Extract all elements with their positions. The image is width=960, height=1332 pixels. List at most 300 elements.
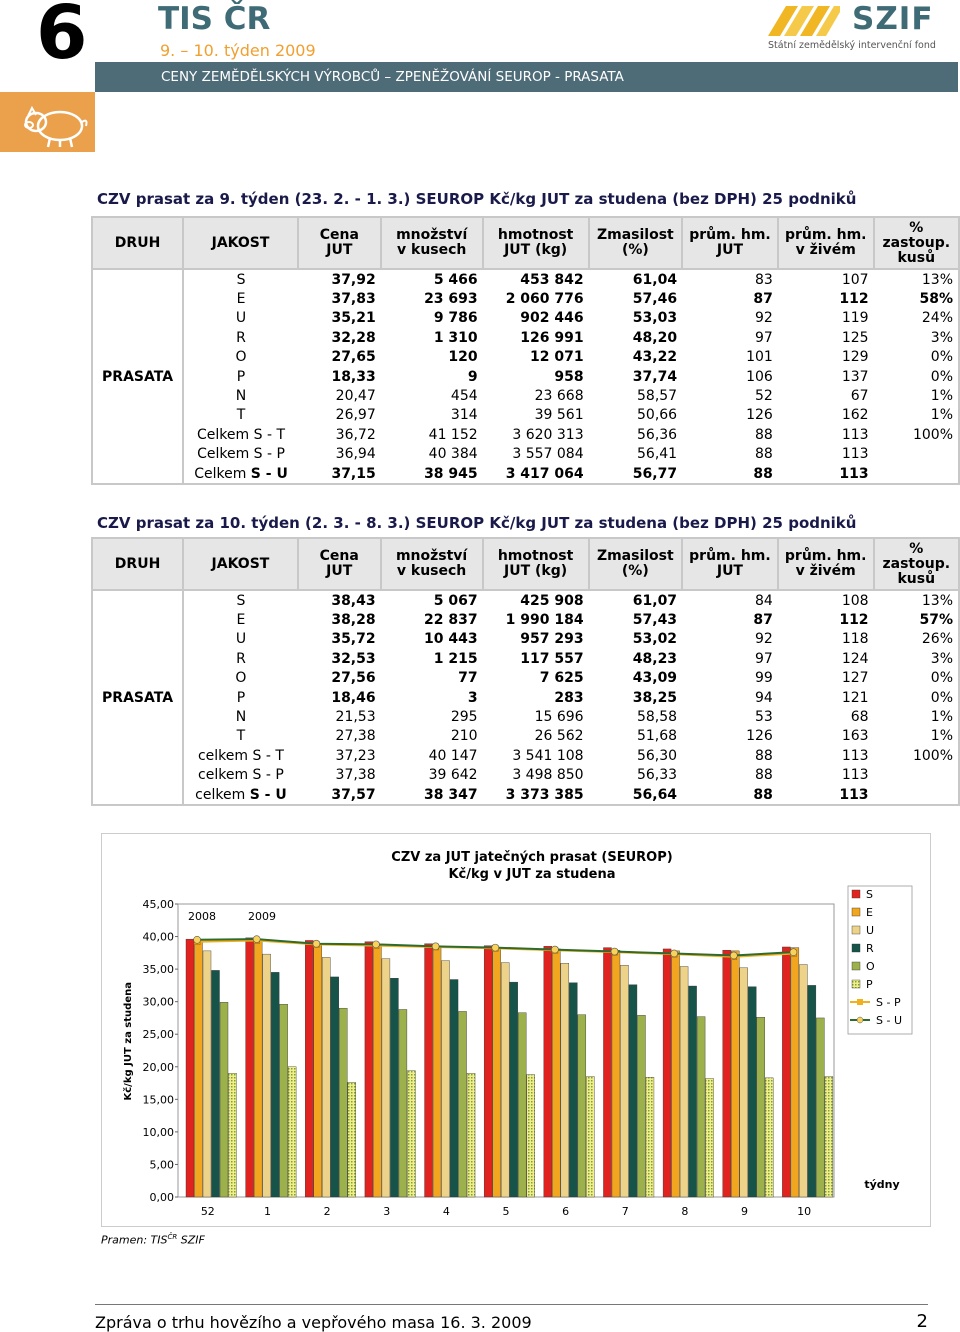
cell-zmasilost: 51,68 xyxy=(636,728,678,745)
cell-prum-jut: 92 xyxy=(755,310,773,327)
cell-hmotnost: 453 842 xyxy=(520,271,584,288)
bar-e-3 xyxy=(373,945,381,1197)
cell-hmotnost: 283 xyxy=(554,689,584,706)
cell-zmasilost: 53,03 xyxy=(632,310,678,327)
legend-label: R xyxy=(866,942,874,955)
table2-header xyxy=(92,538,959,590)
cell-zmasilost: 53,02 xyxy=(632,631,678,648)
y-tick-label: 10,00 xyxy=(142,1125,174,1139)
szif-subtitle: Státní zemědělský intervenční fond xyxy=(768,40,936,51)
cell-kusy: 1 215 xyxy=(433,650,478,667)
cell-cena: 18,46 xyxy=(331,689,376,706)
cell-cena: 37,57 xyxy=(298,785,381,805)
table-row xyxy=(92,766,959,785)
y-axis-label: Kč/kg JUT za studena xyxy=(123,982,134,1101)
cell-prum-jut: 92 xyxy=(754,631,773,648)
marker-s-u-6 xyxy=(551,946,558,953)
x-tick-label: 52 xyxy=(200,1205,215,1218)
cell-prum-ziv: 113 xyxy=(841,767,869,784)
szif-logo xyxy=(768,1,938,54)
bar-p-3 xyxy=(407,1071,415,1197)
cell-hmotnost: 425 908 xyxy=(520,592,584,609)
bar-s-7 xyxy=(603,948,611,1197)
jakost-cell: T xyxy=(236,407,246,424)
cell-cena: 26,97 xyxy=(335,407,376,424)
bar-p-7 xyxy=(646,1077,654,1197)
cell-zmasilost: 50,66 xyxy=(637,407,678,424)
jakost-class: S - P xyxy=(253,446,285,463)
marker-s-u-7 xyxy=(611,948,618,955)
bar-e-2 xyxy=(314,944,322,1197)
marker-s-u-10 xyxy=(790,949,797,956)
cell-cena: 36,94 xyxy=(335,446,376,463)
marker-s-u-2 xyxy=(313,940,320,947)
col-mnozstvi: množství v kusech xyxy=(381,217,483,269)
bar-r-4 xyxy=(450,980,458,1197)
cell-cena: 37,23 xyxy=(335,747,376,764)
cell-cena: 21,53 xyxy=(335,709,376,726)
jakost-cell xyxy=(183,425,298,444)
cell-prum-ziv: 113 xyxy=(841,426,869,443)
bar-u-4 xyxy=(442,961,450,1197)
bar-r-52 xyxy=(212,970,220,1197)
cell-prum-ziv: 68 xyxy=(850,709,869,726)
cell-kusy: 1 310 xyxy=(433,329,478,346)
cell-zastoup: 58% xyxy=(874,289,959,308)
cell-cena: 37,15 xyxy=(298,464,381,484)
chart-subtitle: Kč/kg v JUT za studena xyxy=(448,867,616,882)
table-row xyxy=(92,746,959,765)
legend-label: S - U xyxy=(876,1014,902,1027)
cell-zastoup: 0% xyxy=(874,669,959,688)
table-row xyxy=(92,386,959,405)
cell-prum-jut: 83 xyxy=(755,271,773,288)
col-hmotnost: hmotnost JUT (kg) xyxy=(483,217,589,269)
x-tick-label: 1 xyxy=(263,1205,271,1218)
cell-prum-ziv: 127 xyxy=(841,670,869,687)
cell-hmotnost: 3 541 108 xyxy=(512,747,584,764)
jakost-class: S - P xyxy=(252,767,284,784)
table-row xyxy=(92,328,959,347)
bar-s-5 xyxy=(484,946,492,1197)
bar-o-5 xyxy=(518,1013,526,1197)
cell-prum-ziv: 113 xyxy=(778,464,874,484)
bar-o-7 xyxy=(637,1015,645,1197)
cell-hmotnost: 957 293 xyxy=(520,631,584,648)
cell-hmotnost: 3 417 064 xyxy=(483,464,589,484)
bar-r-9 xyxy=(748,987,756,1197)
cell-zastoup: 3% xyxy=(874,649,959,668)
bar-s-9 xyxy=(723,950,731,1197)
table-row xyxy=(92,309,959,328)
pig-icon xyxy=(0,92,95,152)
cell-kusy: 9 786 xyxy=(433,310,478,327)
legend-swatch-p xyxy=(852,980,860,988)
cell-hmotnost: 3 557 084 xyxy=(512,446,584,463)
cell-cena: 32,53 xyxy=(331,650,376,667)
bar-u-52 xyxy=(203,951,211,1197)
cell-zastoup xyxy=(874,464,959,484)
cell-kusy: 40 147 xyxy=(428,747,478,764)
cell-zmasilost: 58,58 xyxy=(636,709,678,726)
jakost-prefix: celkem xyxy=(198,767,253,784)
cell-cena: 27,65 xyxy=(331,349,376,366)
cell-prum-jut: 126 xyxy=(746,728,773,745)
field-stripes-icon xyxy=(768,6,840,36)
cell-zmasilost: 58,57 xyxy=(637,388,678,405)
cell-hmotnost: 126 991 xyxy=(520,329,584,346)
bar-o-1 xyxy=(280,1004,288,1197)
cell-zmasilost: 57,43 xyxy=(632,612,678,629)
bar-r-10 xyxy=(808,985,816,1197)
bar-o-8 xyxy=(697,1017,705,1197)
col-prum-ziv: prům. hm. v živém xyxy=(778,538,874,590)
bar-p-1 xyxy=(288,1067,296,1197)
cell-zastoup: 1% xyxy=(874,707,959,726)
cell-hmotnost: 1 990 184 xyxy=(505,612,584,629)
cell-prum-jut: 88 xyxy=(755,446,773,463)
druh-cell: PRASATA xyxy=(92,590,183,805)
col-zastoup: % zastoup. kusů xyxy=(874,217,959,269)
jakost-cell: N xyxy=(235,388,247,405)
table2 xyxy=(91,537,960,806)
legend-swatch-r xyxy=(852,944,860,952)
legend-label: U xyxy=(866,924,875,937)
cell-prum-jut: 52 xyxy=(755,388,773,405)
cell-prum-ziv: 129 xyxy=(841,349,869,366)
cell-zastoup: 1% xyxy=(874,406,959,425)
cell-hmotnost: 3 373 385 xyxy=(483,785,589,805)
col-prum-jut: prům. hm. JUT xyxy=(682,538,778,590)
jakost-class: S - U xyxy=(250,465,288,482)
bar-u-3 xyxy=(382,959,390,1197)
cell-kusy: 9 xyxy=(467,368,478,385)
table-row xyxy=(92,425,959,444)
table1-body xyxy=(92,269,959,484)
bar-e-8 xyxy=(672,951,680,1197)
legend-label: E xyxy=(866,906,873,919)
bar-p-9 xyxy=(765,1078,773,1197)
year-label-2008: 2008 xyxy=(188,910,216,923)
cell-zmasilost: 38,25 xyxy=(632,689,678,706)
cell-prum-ziv: 67 xyxy=(850,388,869,405)
jakost-cell: O xyxy=(235,670,247,687)
cell-cena: 35,72 xyxy=(331,631,376,648)
x-tick-label: 8 xyxy=(681,1205,689,1218)
bar-s-4 xyxy=(425,944,433,1197)
cell-kusy: 38 945 xyxy=(381,464,483,484)
cell-prum-jut: 126 xyxy=(746,407,773,424)
jakost-prefix: Celkem xyxy=(194,465,251,482)
x-tick-label: 10 xyxy=(797,1205,812,1218)
cell-kusy: 10 443 xyxy=(423,631,478,648)
cell-cena: 37,92 xyxy=(331,271,376,288)
cell-zastoup: 1% xyxy=(874,386,959,405)
jakost-cell xyxy=(183,746,298,765)
marker-s-u-1 xyxy=(253,936,260,943)
year-label-2009: 2009 xyxy=(248,910,276,923)
cell-kusy: 39 642 xyxy=(428,767,478,784)
table-row xyxy=(92,649,959,668)
cell-hmotnost: 2 060 776 xyxy=(505,291,584,308)
bar-s-3 xyxy=(365,942,373,1197)
bar-o-3 xyxy=(399,1009,407,1197)
table-row xyxy=(92,707,959,726)
bar-u-8 xyxy=(680,967,688,1197)
x-tick-label: 7 xyxy=(621,1205,629,1218)
cell-hmotnost: 39 561 xyxy=(534,407,584,424)
legend-marker-s-p xyxy=(857,999,863,1005)
y-tick-label: 20,00 xyxy=(142,1060,174,1074)
bar-e-1 xyxy=(254,940,262,1197)
cell-zmasilost: 56,30 xyxy=(636,747,678,764)
cell-prum-jut: 101 xyxy=(746,349,773,366)
bar-e-52 xyxy=(195,941,203,1197)
table-row xyxy=(92,785,959,805)
cell-kusy: 5 067 xyxy=(433,592,478,609)
section-band: CENY ZEMĚDĚLSKÝCH VÝROBCŮ – ZPENĚŽOVÁNÍ SEUROP - PRASATA xyxy=(95,62,958,92)
jakost-cell: T xyxy=(236,728,246,745)
bar-p-10 xyxy=(825,1077,833,1197)
cell-cena: 36,72 xyxy=(335,426,376,443)
cell-zastoup: 100% xyxy=(874,746,959,765)
bar-s-8 xyxy=(663,949,671,1197)
table-row xyxy=(92,406,959,425)
x-axis-label: týdny xyxy=(864,1178,900,1191)
jakost-cell: N xyxy=(235,709,247,726)
col-jakost: JAKOST xyxy=(183,217,298,269)
bar-s-10 xyxy=(782,947,790,1197)
cell-hmotnost: 902 446 xyxy=(520,310,584,327)
col-hmotnost: hmotnost JUT (kg) xyxy=(483,538,589,590)
table-row xyxy=(92,367,959,386)
table1-caption: CZV prasat za 9. týden (23. 2. - 1. 3.) SEUROP Kč/kg JUT za studena (bez DPH) 25 podniků xyxy=(97,190,857,208)
jakost-cell xyxy=(183,785,298,805)
y-tick-label: 35,00 xyxy=(142,963,174,977)
bar-s-6 xyxy=(544,946,552,1197)
table-row xyxy=(92,445,959,464)
cell-prum-jut: 97 xyxy=(755,329,773,346)
cell-hmotnost: 23 668 xyxy=(534,388,584,405)
cell-prum-ziv: 118 xyxy=(841,631,869,648)
bar-p-5 xyxy=(527,1075,535,1197)
table-row xyxy=(92,630,959,649)
jakost-cell xyxy=(183,445,298,464)
cell-kusy: 314 xyxy=(450,407,478,424)
cell-prum-jut: 88 xyxy=(754,747,773,764)
cell-kusy: 3 xyxy=(467,689,478,706)
jakost-cell: E xyxy=(236,612,246,629)
cell-cena: 32,28 xyxy=(331,329,376,346)
table-row xyxy=(92,590,959,610)
cell-kusy: 40 384 xyxy=(428,446,478,463)
jakost-class: S - T xyxy=(252,747,284,764)
jakost-cell: U xyxy=(235,631,247,648)
page-footer xyxy=(95,1304,928,1332)
marker-s-u-4 xyxy=(432,943,439,950)
cell-cena: 38,43 xyxy=(331,592,376,609)
jakost-cell: U xyxy=(235,310,247,327)
bar-o-9 xyxy=(757,1017,765,1197)
bar-p-2 xyxy=(348,1082,356,1197)
cell-hmotnost: 15 696 xyxy=(534,709,584,726)
jakost-cell xyxy=(183,766,298,785)
cell-cena: 18,33 xyxy=(331,368,376,385)
table1-header xyxy=(92,217,959,269)
x-tick-label: 4 xyxy=(442,1205,450,1218)
cell-prum-jut: 88 xyxy=(755,426,773,443)
cell-zastoup: 0% xyxy=(874,688,959,707)
cell-prum-ziv: 119 xyxy=(841,310,869,327)
y-tick-label: 5,00 xyxy=(149,1158,174,1172)
cell-kusy: 41 152 xyxy=(428,426,478,443)
legend-swatch-o xyxy=(852,962,860,970)
szif-wordmark: SZIF xyxy=(852,1,934,37)
x-tick-label: 6 xyxy=(562,1205,570,1218)
bar-u-2 xyxy=(322,957,330,1197)
legend-marker-s-u xyxy=(857,1017,863,1023)
cell-zastoup: 0% xyxy=(874,348,959,367)
bar-o-52 xyxy=(220,1002,228,1197)
marker-s-u-3 xyxy=(372,941,379,948)
col-jakost: JAKOST xyxy=(183,538,298,590)
x-tick-label: 3 xyxy=(383,1205,391,1218)
jakost-class: S - T xyxy=(253,426,285,443)
jakost-class: S - U xyxy=(249,786,287,803)
table-row xyxy=(92,610,959,629)
cell-hmotnost: 117 557 xyxy=(520,650,584,667)
cell-prum-ziv: 112 xyxy=(839,291,869,308)
marker-s-u-52 xyxy=(194,936,201,943)
bar-p-6 xyxy=(586,1077,594,1197)
bar-u-1 xyxy=(263,954,271,1197)
cell-kusy: 23 693 xyxy=(424,291,478,308)
col-druh: DRUH xyxy=(92,217,183,269)
bar-r-5 xyxy=(510,982,518,1197)
cell-zastoup xyxy=(874,445,959,464)
col-cena: Cena JUT xyxy=(298,217,381,269)
legend-label: O xyxy=(866,960,875,973)
jakost-prefix: celkem xyxy=(197,747,253,764)
bar-r-2 xyxy=(331,977,339,1197)
bar-u-9 xyxy=(740,968,748,1197)
cell-prum-jut: 88 xyxy=(682,464,778,484)
cell-prum-ziv: 113 xyxy=(841,747,869,764)
cell-zastoup xyxy=(874,785,959,805)
cell-kusy: 38 347 xyxy=(381,785,483,805)
bar-o-10 xyxy=(816,1018,824,1197)
cell-prum-ziv: 162 xyxy=(841,407,869,424)
cell-zastoup: 57% xyxy=(874,610,959,629)
bar-e-9 xyxy=(731,951,739,1197)
cell-prum-ziv: 121 xyxy=(841,689,869,706)
cell-zastoup xyxy=(874,766,959,785)
table2-body xyxy=(92,590,959,805)
y-tick-label: 45,00 xyxy=(142,898,174,911)
table-row xyxy=(92,289,959,308)
table-row xyxy=(92,669,959,688)
cell-prum-jut: 106 xyxy=(746,368,773,385)
y-tick-label: 15,00 xyxy=(142,1093,174,1107)
cell-prum-ziv: 113 xyxy=(841,446,869,463)
cell-zmasilost: 56,41 xyxy=(637,446,678,463)
jakost-cell: R xyxy=(236,650,246,667)
bar-s-1 xyxy=(246,938,254,1197)
y-tick-label: 40,00 xyxy=(142,930,174,944)
brand-title: TIS ČR xyxy=(158,1,271,37)
cell-hmotnost: 3 620 313 xyxy=(512,426,584,443)
price-chart xyxy=(101,833,931,1227)
cell-zmasilost: 56,33 xyxy=(636,767,678,784)
col-cena: Cena JUT xyxy=(298,538,381,590)
jakost-prefix: Celkem xyxy=(197,446,254,463)
y-tick-label: 0,00 xyxy=(149,1191,174,1204)
table-row xyxy=(92,727,959,746)
source-note: Pramen: $TIS^{ČR}$ SZIF xyxy=(101,1233,205,1247)
cell-prum-jut: 94 xyxy=(754,689,773,706)
cell-zmasilost: 57,46 xyxy=(632,291,678,308)
cell-prum-ziv: 107 xyxy=(841,271,869,288)
table-row xyxy=(92,269,959,289)
cell-zastoup: 13% xyxy=(874,590,959,610)
cell-kusy: 77 xyxy=(458,670,478,687)
cell-zmasilost: 61,07 xyxy=(632,592,678,609)
cell-prum-ziv: 108 xyxy=(841,592,869,609)
bar-e-7 xyxy=(612,950,620,1197)
col-zmasilost: Zmasilost (%) xyxy=(589,538,682,590)
bar-o-4 xyxy=(459,1011,467,1197)
cell-zmasilost: 43,09 xyxy=(632,670,678,687)
bar-o-2 xyxy=(339,1008,347,1197)
legend-swatch-s xyxy=(852,890,860,898)
table-row xyxy=(92,348,959,367)
price-chart-svg xyxy=(102,834,930,1226)
cell-cena: 35,21 xyxy=(331,310,376,327)
cell-hmotnost: 7 625 xyxy=(539,670,584,687)
jakost-prefix: celkem xyxy=(195,786,250,803)
cell-kusy: 210 xyxy=(450,728,478,745)
cell-zastoup: 26% xyxy=(874,630,959,649)
jakost-cell: R xyxy=(236,329,246,346)
cell-zmasilost: 48,23 xyxy=(632,650,678,667)
cell-zastoup: 100% xyxy=(874,425,959,444)
cell-cena: 37,38 xyxy=(335,767,376,784)
cell-kusy: 454 xyxy=(450,388,478,405)
footer-text: Zpráva o trhu hovězího a vepřového masa 16. 3. 2009 xyxy=(95,1313,532,1332)
cell-prum-jut: 88 xyxy=(754,767,773,784)
cell-prum-jut: 88 xyxy=(682,785,778,805)
cell-prum-ziv: 112 xyxy=(839,612,869,629)
cell-prum-jut: 53 xyxy=(754,709,773,726)
bar-u-7 xyxy=(620,965,628,1197)
col-druh: DRUH xyxy=(92,538,183,590)
table1 xyxy=(91,216,960,485)
cell-zmasilost: 61,04 xyxy=(632,271,678,288)
table-row xyxy=(92,464,959,484)
cell-zmasilost: 43,22 xyxy=(632,349,678,366)
druh-cell: PRASATA xyxy=(92,269,183,484)
cell-prum-jut: 87 xyxy=(753,612,773,629)
x-tick-label: 5 xyxy=(502,1205,510,1218)
cell-cena: 27,38 xyxy=(335,728,376,745)
cell-cena: 20,47 xyxy=(335,388,376,405)
cell-zastoup: 1% xyxy=(874,727,959,746)
bar-u-6 xyxy=(561,963,569,1197)
cell-kusy: 22 837 xyxy=(423,612,478,629)
x-tick-label: 9 xyxy=(741,1205,749,1218)
marker-s-u-5 xyxy=(492,944,499,951)
cell-zastoup: 24% xyxy=(874,309,959,328)
